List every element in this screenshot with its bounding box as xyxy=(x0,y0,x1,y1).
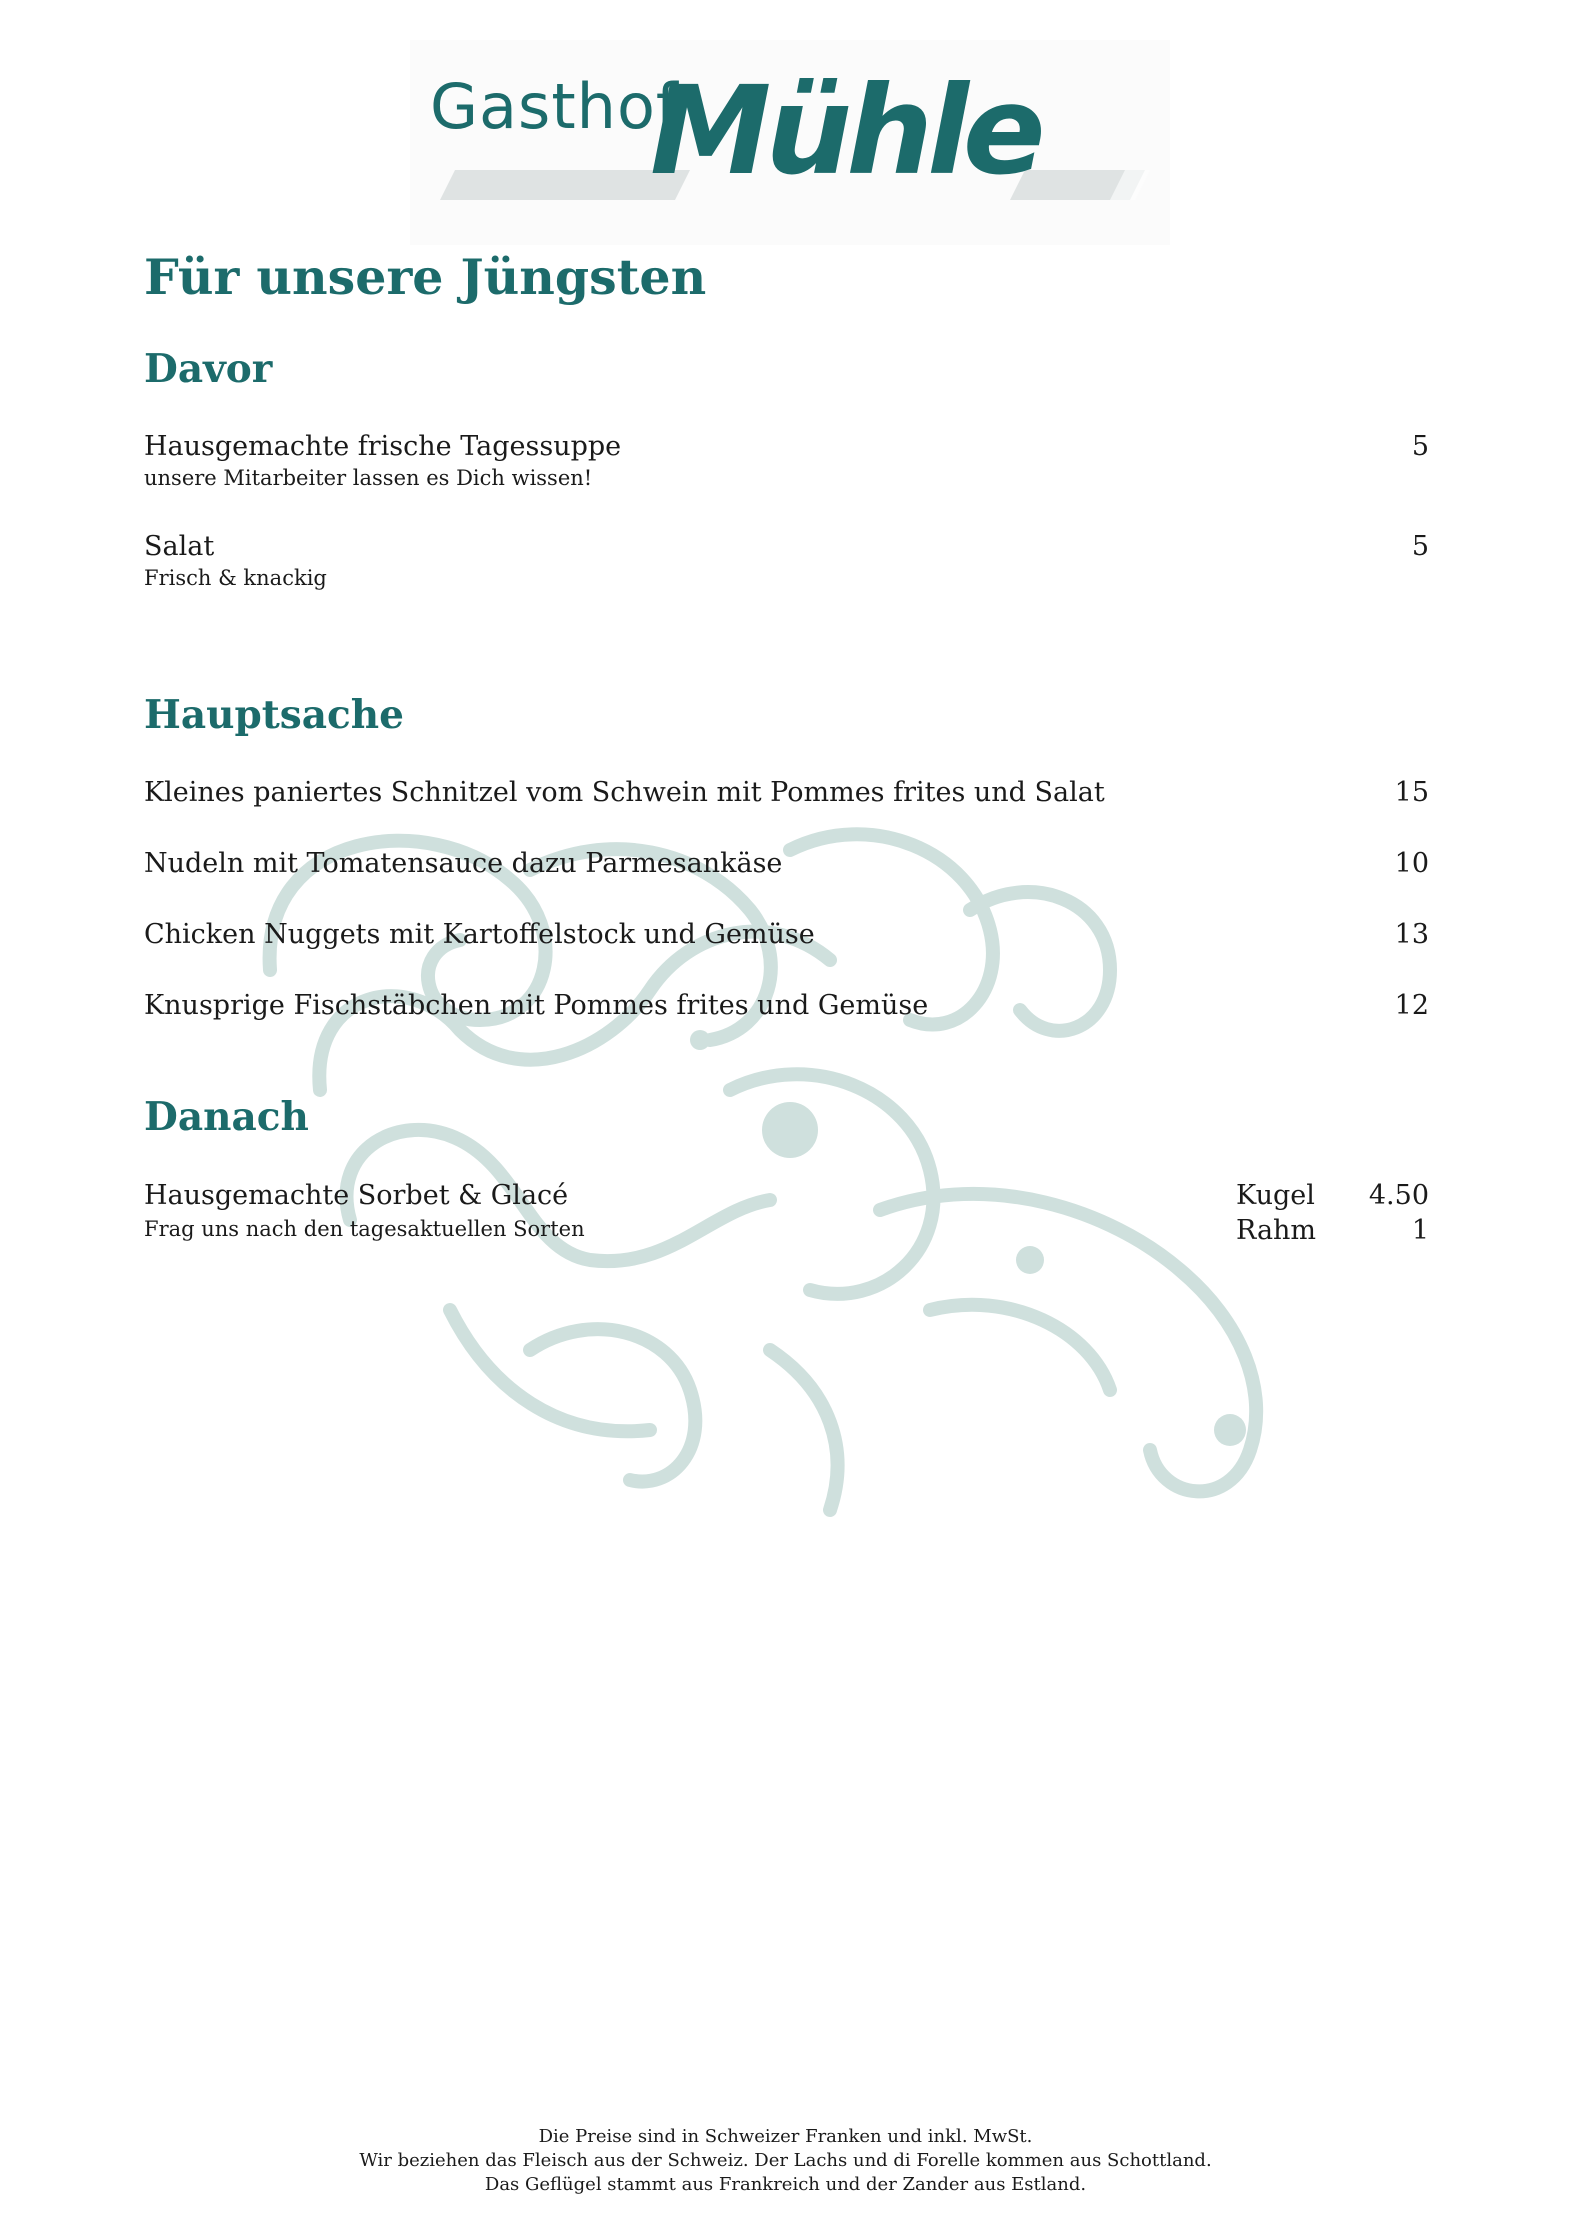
footer-notes xyxy=(0,2125,1571,2197)
item-price: 15 xyxy=(1394,777,1429,808)
item-name: Salat xyxy=(144,531,215,562)
section-title-hauptsache: Hauptsache xyxy=(144,692,404,738)
gasthof-muehle-logo xyxy=(410,40,1170,245)
menu-item xyxy=(144,989,1429,1023)
footer-line: Die Preise sind in Schweizer Franken und inkl. MwSt. xyxy=(538,2126,1033,2147)
section-title-davor: Davor xyxy=(144,346,273,392)
item-name: Knusprige Fischstäbchen mit Pommes frites und Gemüse xyxy=(144,990,929,1021)
menu-item xyxy=(144,847,1429,881)
item-description: Frag uns nach den tagesaktuellen Sorten xyxy=(144,1217,585,1241)
item-price: 13 xyxy=(1394,919,1429,950)
option-label-kugel: Kugel xyxy=(1236,1180,1315,1211)
option-price-rahm: 1 xyxy=(1411,1215,1429,1246)
page-title: Für unsere Jüngsten xyxy=(144,248,707,306)
logo-text-muehle: Mühle xyxy=(650,60,1040,202)
item-price: 12 xyxy=(1394,990,1429,1021)
menu-item xyxy=(144,430,1429,492)
item-description: Frisch & knackig xyxy=(144,566,327,590)
footer-line: Das Geflügel stammt aus Frankreich und der Zander aus Estland. xyxy=(484,2174,1087,2195)
item-price: 5 xyxy=(1411,431,1429,462)
item-price: 5 xyxy=(1411,531,1429,562)
menu-item xyxy=(144,918,1429,952)
item-price: 10 xyxy=(1394,848,1429,879)
footer-line: Wir beziehen das Fleisch aus der Schweiz. Der Lachs und di Forelle kommen aus Schottland. xyxy=(359,2150,1212,2171)
item-description: unsere Mitarbeiter lassen es Dich wissen! xyxy=(144,466,593,490)
logo-text-gasthof: Gasthof xyxy=(430,70,679,143)
item-name: Hausgemachte frische Tagessuppe xyxy=(144,431,622,462)
menu-item xyxy=(144,530,1429,592)
item-name: Hausgemachte Sorbet & Glacé xyxy=(144,1180,569,1211)
item-name: Nudeln mit Tomatensauce dazu Parmesankäse xyxy=(144,848,783,879)
section-title-danach: Danach xyxy=(144,1094,309,1140)
menu-item xyxy=(144,776,1429,810)
option-label-rahm: Rahm xyxy=(1236,1215,1317,1246)
item-name: Chicken Nuggets mit Kartoffelstock und Gemüse xyxy=(144,919,815,950)
menu-item xyxy=(144,1179,1429,1246)
item-name: Kleines paniertes Schnitzel vom Schwein mit Pommes frites und Salat xyxy=(144,777,1105,808)
option-price-kugel: 4.50 xyxy=(1368,1180,1429,1211)
